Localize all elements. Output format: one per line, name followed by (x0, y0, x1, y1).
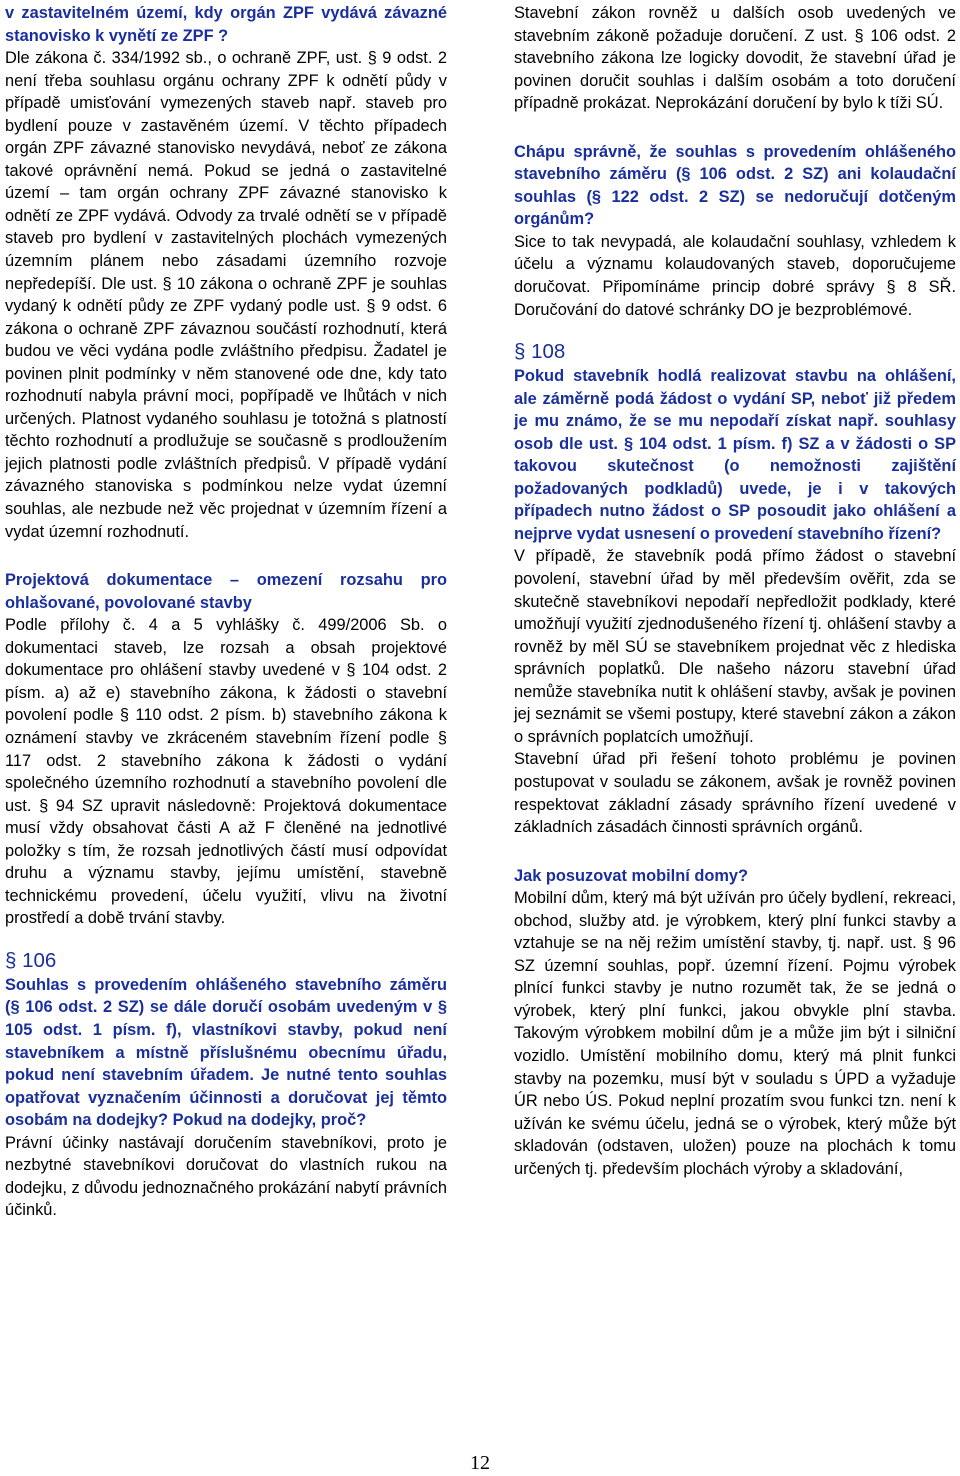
page-number: 12 (470, 1452, 490, 1474)
question-heading-106: Souhlas s provedením ohlášeného stavebního záměru (§ 106 odst. 2 SZ) se dále doručí osobám uvedeným v § 105 odst. 1 písm. f), vlastníkovi stavby, pokud není stavebníkem a místně příslušnému obecnímu úřadu, pokud není stavebním úřadem. Je nutné tento souhlas opatřovat vyznačením účinnosti a doručovat jej těmto osobám na dodejky? Pokud na dodejky, proč? (5, 975, 447, 1130)
question-heading-dotcene-organy: Chápu správně, že souhlas s provedením ohlášeného stavebního záměru (§ 106 odst. 2 SZ) ani kolaudační souhlas (§ 122 odst. 2 SZ) se nedoručují dotčeným orgánům? (514, 142, 956, 229)
right-column (514, 2, 956, 1180)
answer-paragraph-mobilni-domy: Mobilní dům, který má být užíván pro účely bydlení, rekreaci, obchod, služby atd. je výrobkem, který plní funkci stavby a vztahuje se na něj režim umístění stavby, tj. např. ust. § 96 SZ územní souhlas, popř. územní řízení. Pojmu výrobek plnící funkci stavby je nutno rozumět tak, že se jedná o výrobek, který plní funkci, jakou obvykle plní stavba. Takovým výrobkem mobilní dům je a může jim být i silniční vozidlo. Umístění mobilního domu, který má plnit funkci stavby na pozemku, musí být v souladu s ÚPD a vyžaduje ÚR nebo ÚS. Pokud neplní prozatím svou funkci tzn. není k užíván ke svému účelu, jedná se o výrobek, který může být skladován (odstaven, uložen) pouze na plochách k tomu určených tj. především plochách výroby a skladování, (514, 889, 956, 1178)
answer-paragraph-108-2: Stavební úřad při řešení tohoto problému je povinen postupovat v souladu se zákonem, avšak je rovněž povinen respektovat základní zásady správního řízení uvedené v základních zásadách činnosti správních orgánů. (514, 750, 956, 837)
section-number-108: § 108 (514, 340, 566, 364)
answer-paragraph-zpf: Dle zákona č. 334/1992 sb., o ochraně ZPF, ust. § 9 odst. 2 není třeba souhlasu orgánu ochrany ZPF k odnětí půdy v případě umisťování vymezených staveb např. staveb pro bydlení pouze v zastavěném území. V těchto případech orgán ZPF závazné stanovisko nevydává, neboť ze zákona takové oprávnění nemá. Pokud se jedná o zastavitelné území – tam orgán ochrany ZPF závazné stanovisko k odnětí ze ZPF vydává. Odvody za trvalé odnětí se v případě staveb pro bydlení v zastavitelných plochách vymezených územním plánem nebo zásadami územního rozvoje nepředepíší. Dle ust. § 10 zákona o ochraně ZPF je souhlas vydaný k odnětí půdy ze ZPF vydaný podle ust. § 9 odst. 6 zákona o ochraně ZPF závaznou součástí rozhodnutí, která budou ve věci vydána podle zvláštního předpisu. Žadatel je povinen plnit podmínky v něm stanovené ode dne, kdy tato rozhodnutí nabyla právní moci, popřípadě ve lhůtách v nich určených. Platnost vydaného souhlasu je totožná s platností těchto rozhodnutí a prodlužuje se současně s prodloužením jejich platnosti podle zvláštních předpisů. V případě vydání závazného stanoviska s podmínkou nelze vydat územní souhlas, ale nezbude než věc projednat v územním řízení a vydat územní rozhodnutí. (5, 49, 447, 541)
section-number-106: § 106 (5, 948, 57, 972)
paragraph-projektova-dokumentace: Podle přílohy č. 4 a 5 vyhlášky č. 499/2006 Sb. o dokumentaci staveb, lze rozsah a obsah projektové dokumentace pro ohlášení stavby uvedené v § 104 odst. 2 písm. a) až e) stavebního zákona, k žádosti o stavební povolení podle § 110 odst. 2 písm. b) stavebního zákona k oznámení stavby ve zkráceném stavebním řízení podle § 117 odst. 2 stavebního zákona k žádosti o vydání společného územního rozhodnutí a stavebního povolení dle ust. § 94 SZ upravit následovně: Projektová dokumentace musí vždy obsahovat části A až F členěné na jednotlivé položky s tím, že rozsah jednotlivých částí musí odpovídat druhu a významu stavby, jejímu umístění, stavebně technickému provedení, účelu využití, vlivu na životní prostředí a době trvání stavby. (5, 616, 447, 928)
question-heading-zpf: v zastavitelném území, kdy orgán ZPF vydává závazné stanovisko k vynětí ze ZPF ? (5, 4, 447, 45)
answer-paragraph-106: Právní účinky nastávají doručením stavebníkovi, proto je nezbytné stavebníkovi doručovat do vlastních rukou na dodejku, z důvodu jednoznačného prokázání nabytí právních účinků. (5, 1133, 447, 1220)
question-heading-mobilni-domy: Jak posuzovat mobilní domy? (514, 866, 749, 885)
left-column (5, 2, 447, 1222)
continued-paragraph-106: Stavební zákon rovněž u dalších osob uvedených ve stavebním zákoně požaduje doručení. Z ust. § 106 odst. 2 stavebního zákona lze logicky dovodit, že stavební úřad je povinen doručit souhlas i dalším osobám a toto doručení případně prokázat. Neprokázání doručení by bylo k tíži SÚ. (514, 4, 956, 113)
section-heading-projektova-dokumentace: Projektová dokumentace – omezení rozsahu pro ohlašované, povolované stavby (5, 571, 447, 612)
answer-paragraph-108-1: V případě, že stavebník podá přímo žádost o stavební povolení, stavební úřad by měl především ověřit, zda se skutečně stavebníkovi nepodaří nepředložit podklady, které umožňují využití zjednodušeného řízení tj. ohlášení stavby a rovněž by měl SÚ se stavebníkem projednat věc z hlediska správních poplatků. Dle našeho názoru stavební úřad nemůže stavebníka nutit k ohlášení stavby, avšak je povinen jej seznámit se všemi postupy, které stavební zákon a zákon o správních poplatcích umožňují. (514, 547, 956, 746)
answer-paragraph-dotcene-organy: Sice to tak nevypadá, ale kolaudační souhlasy, vzhledem k účelu a významu kolaudovaných staveb, doporučujeme doručovat. Připomínáme princip dobré správy § 8 SŘ. Doručování do datové schránky DO je bezproblémové. (514, 232, 956, 319)
question-heading-108: Pokud stavebník hodlá realizovat stavbu na ohlášení, ale záměrně podá žádost o vydání SP, neboť již předem je mu známo, že se mu nepodaří získat např. souhlasy osob dle ust. § 104 odst. 1 písm. f) SZ a v žádosti o SP takovou skutečnost (o nemožnosti zajištění požadovaných podkladů) uvede, je i v takových případech nutno žádost o SP posoudit jako ohlášení a nejprve vydat usnesení o provedení stavebního řízení? (514, 367, 956, 543)
